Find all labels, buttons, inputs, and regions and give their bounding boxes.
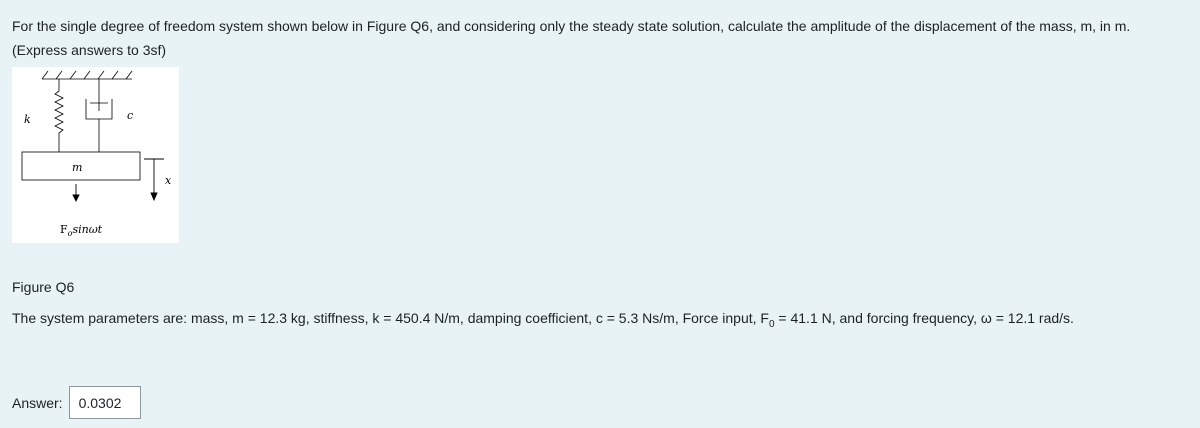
stiffness-label-k: k xyxy=(24,113,31,126)
force-arrow xyxy=(73,184,79,201)
question-line-1: For the single degree of freedom system shown below in Figure Q6, and considering only the steady state solution, calculate the amplitude of the displacement of the mass, m, in m. xyxy=(12,18,1131,34)
answer-row xyxy=(12,386,141,419)
system-parameters xyxy=(12,308,1074,335)
answer-input[interactable] xyxy=(69,386,141,419)
force-label-sub: o xyxy=(67,229,73,238)
question-text xyxy=(12,14,1196,62)
spring xyxy=(55,79,63,152)
figure-caption: Figure Q6 xyxy=(12,279,75,295)
question-line-2: (Express answers to 3sf) xyxy=(12,42,167,58)
displacement-arrow xyxy=(144,159,164,200)
parameters-suffix: = 41.1 N, and forcing frequency, ω = 12.1 rad/s. xyxy=(774,310,1074,326)
force-label-F: F xyxy=(60,223,68,236)
damping-label-c: c xyxy=(127,109,134,122)
damper xyxy=(86,79,112,152)
displacement-label-x: x xyxy=(165,174,172,187)
parameters-f-subscript: 0 xyxy=(768,318,775,330)
spring-mass-damper-diagram xyxy=(12,67,179,243)
ground-hatching xyxy=(42,71,132,79)
figure-q6-diagram xyxy=(12,67,179,243)
answer-label: Answer: xyxy=(12,394,63,411)
force-label-rest: sinωt xyxy=(72,223,103,236)
parameters-prefix: The system parameters are: mass, m = 12.3 kg, stiffness, k = 450.4 N/m, damping coefficient, c = 5.3 Ns/m, Force input, F xyxy=(12,310,769,326)
force-label xyxy=(60,223,103,238)
mass-label-m: m xyxy=(72,161,83,174)
